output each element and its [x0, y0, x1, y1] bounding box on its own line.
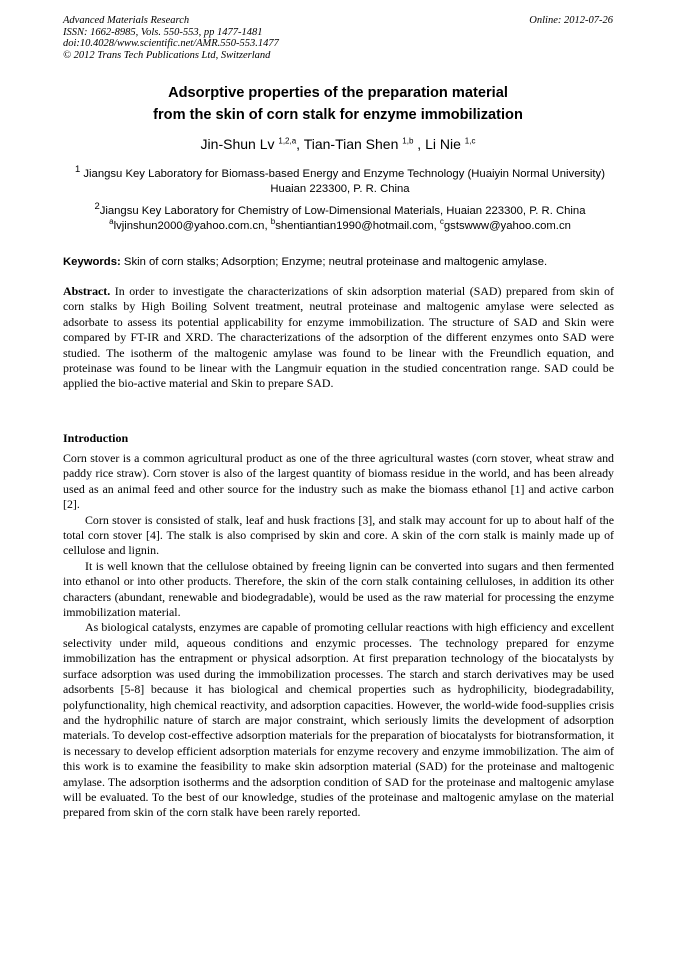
paper-title [60, 82, 616, 126]
journal-name: Advanced Materials Research [63, 15, 190, 26]
keywords [63, 255, 615, 270]
keywords-text: Skin of corn stalks; Adsorption; Enzyme; neutral proteinase and maltogenic amylase. [123, 256, 548, 268]
paragraph: Corn stover is a common agricultural product as one of the three agricultural wastes (corn stover, wheat straw and paddy rice straw). Corn stover is also of the largest quantity of biomass residue in the world, and has been already used as an animal feed and other source for the industry such as make the biomass ethanol [1] and active carbon [2]. [63, 451, 614, 512]
paragraph: Corn stover is consisted of stalk, leaf and husk fractions [3], and stalk may account for up to about half of the total corn stover [4]. The stalk is also comprised by skin and core. A skin of the corn stalk is mainly made up of cellulose and lignin. [63, 512, 614, 558]
abstract [63, 284, 614, 392]
author-name: Jin-Shun Lv [200, 136, 275, 152]
issn-line: ISSN: 1662-8985, Vols. 550-553, pp 1477-1481 [63, 26, 263, 38]
doi-line: doi:10.4028/www.scientific.net/AMR.550-553.1477 [63, 38, 279, 50]
title-line-2: from the skin of corn stalk for enzyme immobilization [153, 107, 523, 123]
introduction-body [63, 451, 614, 821]
author-list: Jin-Shun Lv $^{1,2,a}$, Tian-Tian Shen $^{1,b}$ , Li Nie $^{1,c}$ [200, 136, 476, 152]
affiliation-number: 2 [94, 200, 100, 211]
author-affil-sup: 1,2,a [278, 136, 297, 146]
copyright-line: © 2012 Trans Tech Publications Ltd, Switzerland [63, 49, 271, 61]
online-date: Online: 2012-07-26 [529, 15, 613, 26]
author-affil-sup: 1,c [464, 136, 476, 146]
affiliation-1 [70, 161, 610, 197]
author-affil-sup: 1,b [402, 136, 414, 146]
affiliation-text: Jiangsu Key Laboratory for Biomass-based Energy and Enzyme Technology (Huaiyin Normal University) Huaian 223300, P. R. China [83, 167, 605, 195]
email-sup: a [109, 217, 114, 227]
affiliation-number: 1 [75, 163, 81, 174]
affiliation-2 [58, 198, 622, 219]
abstract-label: Abstract. [63, 284, 111, 298]
paragraph: As biological catalysts, enzymes are capable of promoting cellular reactions with high efficiency and excellent selectivity under mild, aqueous conditions and enzymic processes. The technology prepared for enzyme immobilization has the entrapment or physical adsorption. At first preparation technology of the biocatalysts by surface adsorption was used during the immobilization processes. The starch and starch derivatives may be used adsorbents [5-8] because it has biological and chemical properties such as hydrophilicity, biodegradability, polyfunctionality, high chemical reactivity, and adsorption capacities. However, the world-wide food-supplies crisis and the hydrophilic nature of starch are major constraint, which seriously limits the development of adsorption materials. To develop cost-effective adsorption materials for the preparation of biocatalysts for biotransformation, it is necessary to develop efficient adsorption materials for enzyme recovery and enzyme immobilization. The aim of this work is to examine the feasibility to make skin adsorption material (SAD) for the proteinase and maltogenic amylase. The adsorption isotherms and the adsorption condition of SAD for the proteinase and maltogenic amylase will be evaluated. To the best of our knowledge, studies of the proteinase and maltogenic amylase on the material prepared from skin of the corn stalk have been rarely reported. [63, 620, 614, 820]
author-name: Li Nie [425, 136, 461, 152]
keywords-label: Keywords: [63, 256, 121, 268]
email-sup: b [270, 217, 276, 227]
email-address[interactable]: gstswww@yahoo.com.cn [443, 220, 571, 232]
paragraph: It is well known that the cellulose obtained by freeing lignin can be converted into sugars and then fermented into ethanol or into other products. Therefore, the skin of the corn stalk containing celluloses, in addition its other characters (abundant, renewable and biodegradable), would be used as the raw material for processing the enzyme immobilization material. [63, 558, 614, 620]
email-address[interactable]: shentiantian1990@hotmail.com [275, 220, 434, 232]
journal-header [63, 15, 279, 61]
abstract-text: In order to investigate the characterizations of skin adsorption material (SAD) prepared from skin of corn stalks by High Boiling Solvent treatment, neutral proteinase and maltogenic amylase were selected as adsorbate to assess its potential applicability for enzyme immobilization. The structure of SAD and Skin were compared by FT-IR and XRD. The characterizations of the adsorption of the different enzymes onto SAD were studied. The isotherm of the maltogenic amylase was found to be linear with the Freundlich equation, and proteinase was found to be linear with the Langmuir equation in the studied concentration range. SAD could be applied the bio-active material and Skin to prepare SAD. [63, 284, 614, 391]
email-list: $^a$lvjinshun2000@yahoo.com.cn, $^b$shentiantian1990@hotmail.com, $^c$gstswww@yahoo.com.cn [109, 217, 571, 232]
affiliation-text: Jiangsu Key Laboratory for Chemistry of Low-Dimensional Materials, Huaian 223300, P. R. China [99, 204, 586, 217]
email-sup: c [439, 217, 444, 227]
section-heading-introduction: Introduction [63, 431, 129, 445]
title-line-1: Adsorptive properties of the preparation material [168, 85, 508, 101]
email-address[interactable]: lvjinshun2000@yahoo.com.cn [113, 220, 265, 232]
author-name: Tian-Tian Shen [303, 136, 399, 152]
